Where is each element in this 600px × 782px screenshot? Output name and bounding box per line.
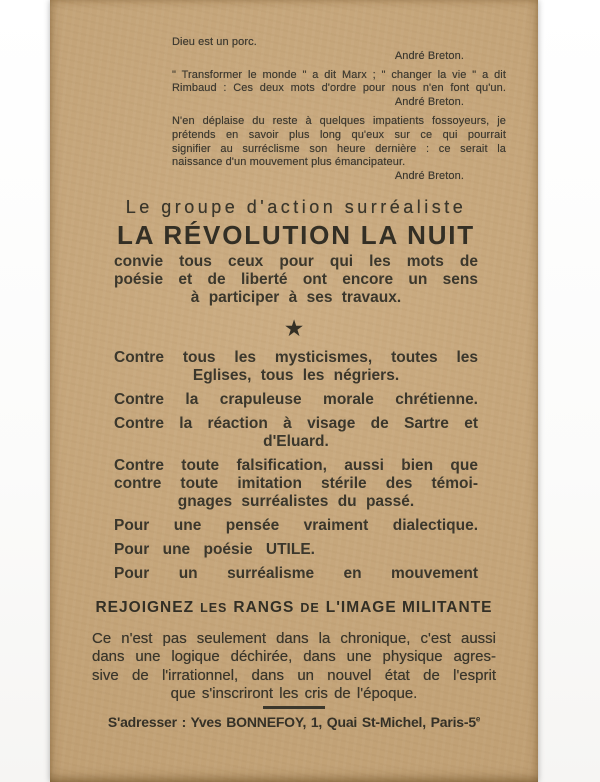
closing-line: Ce n'est pas seulement dans la chronique, c'est aussi <box>92 630 496 647</box>
closing-paragraph <box>92 630 496 704</box>
invitation-paragraph <box>114 253 478 308</box>
group-name: Le groupe d'action surréaliste <box>125 197 467 217</box>
epigraph-line: signifier au surréclisme son heure dernière : ce serait la <box>172 142 506 155</box>
invitation-line: à participer à ses travaux. <box>190 289 402 307</box>
manifesto-line: Pour une poésie UTILE. <box>114 541 315 558</box>
tract-title: LA RÉVOLUTION LA NUIT <box>117 220 475 250</box>
manifesto-item <box>114 415 478 451</box>
divider-rule <box>263 706 325 709</box>
manifesto-item <box>114 541 478 559</box>
manifesto-line: Contre toute falsification, aussi bien que <box>114 457 478 474</box>
epigraph-block <box>172 36 506 189</box>
manifesto-line: Pour une pensée vraiment dialectique. <box>114 517 478 534</box>
manifesto-line: Contre la réaction à visage de Sartre et <box>114 415 478 432</box>
contact-text: S'adresser : Yves BONNEFOY, 1, Quai St-Michel, Paris-5 <box>107 714 476 730</box>
manifesto-item <box>114 517 478 535</box>
contact-line-block <box>50 714 538 732</box>
cta-word: L'IMAGE MILITANTE <box>325 599 493 616</box>
cta-word: LES <box>200 601 228 615</box>
epigraph-attribution: André Breton. <box>394 96 464 109</box>
manifesto-item <box>114 565 478 583</box>
invitation-line: convie tous ceux pour qui les mots de <box>114 253 478 270</box>
star-divider <box>50 316 538 341</box>
epigraph-line: N'en déplaise du reste à quelques impatients fossoyeurs, je <box>172 114 506 127</box>
tract-title-block <box>112 220 480 250</box>
epigraph <box>172 115 506 184</box>
closing-line: que s'inscriront les cris de l'époque. <box>170 685 418 703</box>
manifesto-item <box>114 349 478 385</box>
manifesto-line: Eglises, tous les négriers. <box>192 367 400 384</box>
paper-sheet <box>50 0 538 782</box>
manifesto-line: Pour un surréalisme en mouvement <box>114 565 478 582</box>
contact-superscript: e <box>475 714 481 724</box>
manifesto-line: contre toute imitation stérile des témoi- <box>114 475 478 492</box>
manifesto-line: gnages surréalistes du passé. <box>177 493 415 510</box>
epigraph-line: Rimbaud : Ces deux mots d'ordre pour nous n'en font qu'un. <box>172 82 506 95</box>
invitation-line: poésie et de liberté ont encore un sens <box>114 271 478 289</box>
epigraph-attribution: André Breton. <box>394 170 464 183</box>
epigraph <box>172 36 506 64</box>
epigraph-line: Dieu est un porc. <box>172 36 257 48</box>
manifesto-line: Contre la crapuleuse morale chrétienne. <box>114 391 478 408</box>
epigraph-line: naissance d'un mouvement plus émancipateur. <box>172 156 406 169</box>
cta-word: RANGS <box>233 599 295 616</box>
star-icon: ★ <box>283 315 305 341</box>
group-name-block <box>112 197 480 218</box>
manifesto-item <box>114 391 478 409</box>
manifesto-line: Contre tous les mysticismes, toutes les <box>114 349 478 366</box>
contact-line <box>108 714 480 730</box>
closing-line: dans une logique déchirée, dans une physique agres- <box>92 648 496 666</box>
epigraph-attribution: André Breton. <box>394 49 464 62</box>
manifesto-item <box>114 457 478 511</box>
epigraph-line: " Transformer le monde " a dit Marx ; " changer la vie " a dit <box>172 68 506 81</box>
manifesto-line: d'Eluard. <box>263 433 329 450</box>
cta-word: DE <box>300 601 320 615</box>
epigraph <box>172 69 506 110</box>
manifesto-list <box>114 349 478 589</box>
cta-heading <box>70 599 518 617</box>
cta-word: REJOIGNEZ <box>95 599 195 616</box>
epigraph-line: prétends en savoir plus long qu'eux sur ce qui pourrait <box>172 128 506 141</box>
closing-line: sive de l'irrationnel, dans un nouvel état de l'esprit <box>92 666 496 684</box>
